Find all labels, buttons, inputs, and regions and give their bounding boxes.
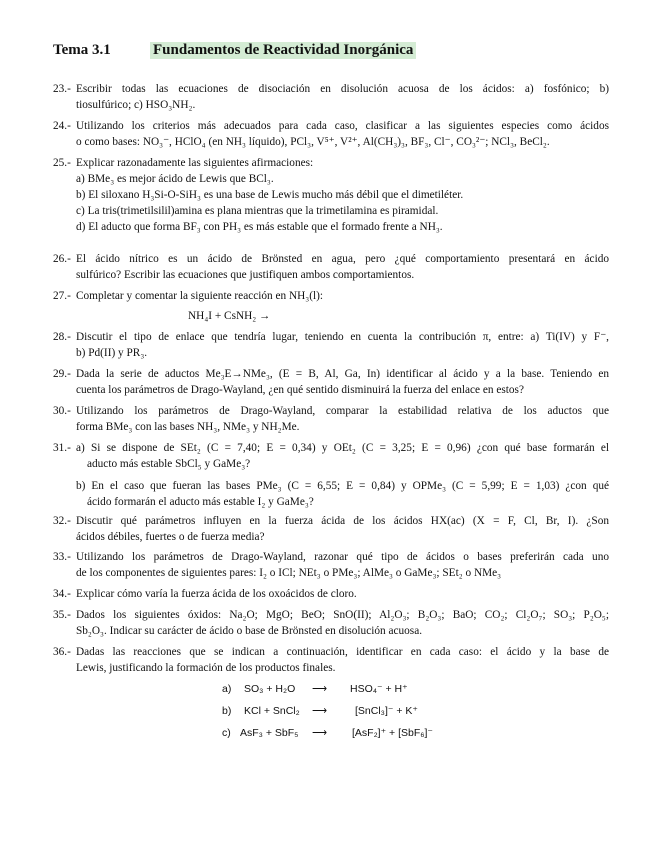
problem-number: 31.- [53,442,71,454]
problem-line: b) Pd(II) y PR₃. [76,347,148,359]
problem-line: Explicar cómo varía la fuerza ácida de los oxoácidos de cloro. [76,588,357,600]
problem-29 [53,366,609,398]
problem-34 [53,586,609,602]
reaction-products: [AsF₂]⁺ + [SbF₆]⁻ [352,727,433,739]
problem-line: Completar y comentar la siguiente reacción en NH₃(l): [76,290,324,302]
problem-number: 33.- [53,551,71,563]
problem-32 [53,513,609,545]
problem-35 [53,607,609,639]
reaction-reactants: AsF₃ + SbF₅ [240,727,299,739]
problem-number: 36.- [53,646,71,658]
problem-number: 32.- [53,515,71,527]
problem-number: 24.- [53,120,71,132]
problem-24 [53,118,609,150]
problem-number: 30.- [53,405,71,417]
reaction-products: [SnCl₃]⁻ + K⁺ [355,705,418,717]
problem-23 [53,81,609,113]
reaction-label: a) [222,683,232,695]
problem-27 [53,288,609,324]
problem-number: 34.- [53,588,71,600]
topic-number: Tema 3.1 [53,42,111,58]
problem-number: 25.- [53,157,71,169]
problem-number: 26.- [53,253,71,265]
reaction-products: HSO₄⁻ + H⁺ [350,683,408,695]
problem-30 [53,403,609,435]
problem-line: b) El siloxano H₃Si-O-SiH₃ es una base de Lewis mucho más débil que el dimetiléter. [76,189,464,201]
problem-line: Utilizando los criterios más adecuados para cada caso, clasificar a las siguientes especies como ácidos [76,120,609,132]
problem-number: 28.- [53,331,71,343]
problem-33 [53,549,609,581]
problem-line: El ácido nítrico es un ácido de Brönsted en agua, pero ¿qué comportamiento presentará en ácido [76,253,609,265]
problem-line: c) La tris(trimetilsilil)amina es plana mientras que la trimetilamina es piramidal. [76,205,439,217]
reaction-label: b) [222,705,232,717]
problem-line: aducto más estable SbCl₅ y GaMe₃? [87,458,251,470]
problem-line: a) Si se dispone de SEt₂ (C = 7,40; E = 0,34) y OEt₂ (C = 3,25; E = 0,96) ¿con qué base formarán el [76,442,609,454]
problem-number: 29.- [53,368,71,380]
page-header [53,42,613,62]
reaction-reactants: SO₃ + H₂O [244,683,296,695]
problem-number: 23.- [53,83,71,95]
problem-line: Sb₂O₃. Indicar su carácter de ácido o base de Brönsted en disolución acuosa. [76,625,423,637]
problem-line: sulfúrico? Escribir las ecuaciones que justifiquen ambos comportamientos. [76,269,415,281]
problem-31 [53,440,609,510]
problem-line: Escribir todas las ecuaciones de disociación en disolución acuosa de los ácidos: a) fosfónico; b) [76,83,609,95]
reaction-arrow: ⟶ [312,705,328,717]
problem-line: Utilizando los parámetros de Drago-Wayland, razonar qué tipo de ácidos o bases preferirán cada uno [76,551,609,563]
problem-25 [53,155,609,235]
problem-line: Discutir qué parámetros influyen en la fuerza ácida de los ácidos HX(ac) (X = F, Cl, Br, I). ¿Son [76,515,609,527]
problem-line: Dadas las reacciones que se indican a continuación, identificar en cada caso: el ácido y la base de [76,646,609,658]
problem-line: b) En el caso que fueran las bases PMe₃ (C = 6,55; E = 0,84) y OPMe₃ (C = 5,99; E = 1,03) ¿con qué [76,480,609,492]
problem-line: o como bases: NO₃⁻, HClO₄ (en NH₃ líquido), PCl₃, V⁵⁺, V²⁺, Al(CH₃)₃, BF₃, Cl⁻, CO₃²⁻; NCl₃, BeCl₂. [76,136,550,148]
problem-line: Utilizando los parámetros de Drago-Wayland, comparar la estabilidad relativa de los aductos que [76,405,609,417]
reaction-list [222,683,482,743]
reaction-reactants: KCl + SnCl₂ [244,705,300,717]
problem-line: de los componentes de siguientes pares: I₂ o ICl; NEt₃ o PMe₃; AlMe₃ o GaMe₃; SEt₂ o NMe₃ [76,567,502,579]
problem-line: Explicar razonadamente las siguientes afirmaciones: [76,157,314,169]
problem-36 [53,644,609,676]
topic-title: Fundamentos de Reactividad Inorgánica [150,42,416,59]
problem-line: d) El aducto que forma BF₃ con PH₃ es más estable que el formado frente a NH₃. [76,221,443,233]
problem-line: cuenta los parámetros de Drago-Wayland, ¿en qué sentido disminuirá la fuerza del enlace en estos? [76,384,524,396]
problem-line: tiosulfúrico; c) HSO₃NH₂. [76,99,196,111]
reaction-label: c) [222,727,231,739]
problem-number: 35.- [53,609,71,621]
problem-line: Lewis, justificando la formación de los productos finales. [76,662,336,674]
reaction-arrow: ⟶ [312,683,328,695]
problem-28 [53,329,609,361]
problem-line: a) BMe₃ es mejor ácido de Lewis que BCl₃. [76,173,274,185]
reaction-line: NH₄I + CsNH₂ → [188,310,271,322]
problem-number: 27.- [53,290,71,302]
problem-line: ácido formarán el aducto más estable I₂ y GaMe₃? [87,496,314,508]
problem-line: ácidos débiles, fuertes o de fuerza media? [76,531,265,543]
problem-26 [53,251,609,283]
problem-line: Discutir el tipo de enlace que tendría lugar, teniendo en cuenta la contribución π, entre: a) Ti(IV) y F⁻, [76,331,609,343]
problem-line: forma BMe₃ con las bases NH₃, NMe₃ y NH₂Me. [76,421,300,433]
problem-line: Dada la serie de aductos Me₃E→NMe₃, (E = B, Al, Ga, In) identificar al ácido y a la base. Teniendo en [76,368,609,380]
problem-line: Dados los siguientes óxidos: Na₂O; MgO; BeO; SnO(II); Al₂O₃; B₂O₃; BaO; CO₂; Cl₂O₇; SO₃; P₂O₅; [76,609,609,621]
reaction-arrow: ⟶ [312,727,328,739]
